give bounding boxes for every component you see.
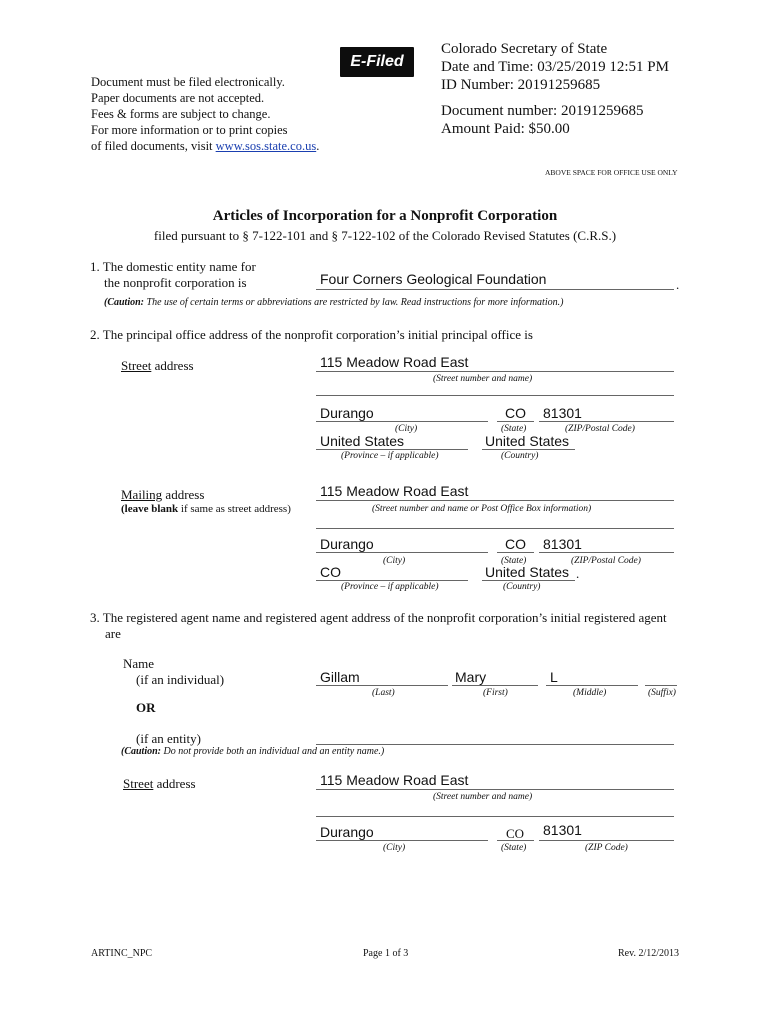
agent-street-label-rest: address — [153, 776, 196, 791]
mailing-country-field[interactable]: United States — [485, 564, 570, 580]
street-address-label — [121, 358, 194, 374]
agent-city-field[interactable]: Durango — [320, 824, 374, 840]
mailing-province-underline — [316, 580, 468, 581]
office-line: Colorado Secretary of State — [441, 41, 608, 57]
office-stamp — [441, 40, 669, 138]
document-number: Document number: 20191259685 — [441, 103, 644, 119]
agent-street2-underline — [316, 816, 674, 817]
office-use-note: ABOVE SPACE FOR OFFICE USE ONLY — [545, 168, 678, 177]
or-label: OR — [136, 700, 156, 715]
principal-street-field[interactable]: 115 Meadow Road East — [320, 354, 469, 370]
suffix-caption: (Suffix) — [648, 688, 676, 698]
section3-caution — [121, 746, 384, 757]
agent-street-label — [123, 776, 196, 792]
principal-city-underline — [316, 421, 488, 422]
office-line: Date and Time: 03/25/2019 12:51 PM — [441, 59, 669, 75]
entity-name-underline — [316, 289, 674, 290]
agent-first-underline — [452, 685, 538, 686]
agent-entity-underline — [316, 744, 674, 745]
agent-state-underline — [497, 840, 534, 841]
agent-name-label: Name — [123, 656, 155, 671]
notice-line: Document must be filed electronically. — [91, 75, 285, 89]
notice-line-text: of filed documents, visit — [91, 139, 216, 153]
entity-name-field[interactable]: Four Corners Geological Foundation — [320, 271, 547, 287]
notice-line: Paper documents are not accepted. — [91, 91, 265, 105]
agent-state-field[interactable]: CO — [506, 826, 525, 841]
caution-label: (Caution: — [104, 297, 145, 308]
mailing-address-label — [121, 487, 204, 503]
mailing-label-u: Mailing — [121, 487, 163, 502]
principal-zip-underline — [539, 421, 674, 422]
province-caption: (Province – if applicable) — [341, 451, 439, 461]
mailing-street-underline — [316, 500, 674, 501]
mailing-country-period: . — [576, 566, 580, 581]
agent-last-name-field[interactable]: Gillam — [320, 669, 360, 685]
first-caption: (First) — [483, 688, 508, 698]
street-label-u: Street — [121, 358, 152, 373]
agent-middle-name-field[interactable]: L — [550, 669, 558, 685]
principal-street-caption: (Street number and name) — [433, 374, 533, 384]
section2-label: 2. The principal office address of the nonprofit corporation’s initial principal office is — [90, 327, 533, 342]
mailing-street-caption: (Street number and name or Post Office Box information) — [372, 504, 592, 514]
principal-zip-field[interactable]: 81301 — [543, 405, 582, 421]
mailing-zip-underline — [539, 552, 674, 553]
mailing-note — [121, 503, 291, 515]
mailing-country-underline — [482, 580, 575, 581]
amount-paid: Amount Paid: $50.00 — [441, 121, 570, 137]
mailing-street2-underline — [316, 528, 674, 529]
section1-label: 1. The domestic entity name for — [90, 259, 256, 274]
agent-zip-underline — [539, 840, 674, 841]
agent-first-name-field[interactable]: Mary — [455, 669, 487, 685]
agent-street-field[interactable]: 115 Meadow Road East — [320, 772, 469, 788]
principal-state-underline — [497, 421, 534, 422]
mailing-state-underline — [497, 552, 534, 553]
principal-street2-underline — [316, 395, 674, 396]
principal-city-field[interactable]: Durango — [320, 405, 374, 421]
last-caption: (Last) — [372, 688, 395, 698]
section1-caution — [104, 297, 563, 308]
page-title: Articles of Incorporation for a Nonprofit Corporation — [212, 208, 558, 224]
mailing-street-field[interactable]: 115 Meadow Road East — [320, 483, 469, 499]
notice-line: For more information or to print copies — [91, 123, 288, 137]
page-number: Page 1 of 3 — [363, 948, 409, 959]
mailing-city-caption: (City) — [383, 556, 406, 566]
street-label-rest: address — [151, 358, 194, 373]
mailing-city-field[interactable]: Durango — [320, 536, 374, 552]
principal-province-field[interactable]: United States — [320, 433, 405, 449]
mailing-province-field[interactable]: CO — [320, 564, 341, 580]
middle-caption: (Middle) — [573, 688, 607, 698]
caution-text: Do not provide both an individual and an entity name.) — [161, 746, 385, 757]
notice-line: Fees & forms are subject to change. — [91, 107, 271, 121]
agent-street-underline — [316, 789, 674, 790]
agent-suffix-underline — [645, 685, 677, 686]
city-caption: (City) — [395, 424, 418, 434]
notice-line — [91, 138, 319, 154]
mailing-zip-caption: (ZIP/Postal Code) — [571, 556, 641, 566]
mailing-country-caption: (Country) — [503, 582, 541, 592]
agent-zip-field[interactable]: 81301 — [543, 822, 582, 838]
mailing-province-caption: (Province – if applicable) — [341, 582, 439, 592]
caution-label: (Caution: — [121, 746, 162, 757]
agent-entity-label: (if an entity) — [136, 731, 201, 746]
mailing-state-field[interactable]: CO — [505, 536, 526, 552]
mailing-state-caption: (State) — [501, 556, 527, 566]
agent-state-caption: (State) — [501, 843, 527, 853]
section3-label-cont: are — [105, 626, 121, 641]
principal-country-underline — [482, 449, 575, 450]
mailing-city-underline — [316, 552, 488, 553]
agent-city-underline — [316, 840, 488, 841]
agent-middle-underline — [546, 685, 638, 686]
agent-city-caption: (City) — [383, 843, 406, 853]
page-subtitle: filed pursuant to § 7-122-101 and § 7-122-102 of the Colorado Revised Statutes (C.R.S.) — [153, 228, 617, 243]
agent-individual-label: (if an individual) — [136, 672, 225, 687]
e-filed-logo: E-Filed — [340, 47, 414, 77]
mailing-note-rest: if same as street address) — [178, 503, 291, 515]
principal-state-field[interactable]: CO — [505, 405, 526, 421]
section3-label: 3. The registered agent name and registered agent address of the nonprofit corporation’s initial registered agent — [90, 610, 667, 625]
form-id: ARTINC_NPC — [91, 948, 153, 959]
caution-text: The use of certain terms or abbreviations are restricted by law. Read instructions for more information.) — [144, 297, 564, 308]
principal-street-underline — [316, 371, 674, 372]
state-caption: (State) — [501, 424, 527, 434]
agent-zip-caption: (ZIP Code) — [585, 843, 628, 853]
mailing-note-bold: (leave blank — [121, 503, 179, 515]
sos-website-link[interactable]: www.sos.state.co.us — [215, 139, 317, 153]
revision-date: Rev. 2/12/2013 — [618, 948, 680, 959]
agent-last-underline — [316, 685, 448, 686]
section1-label-cont: the nonprofit corporation is — [104, 275, 247, 290]
agent-street-label-u: Street — [123, 776, 154, 791]
principal-province-underline — [316, 449, 468, 450]
filing-notice — [91, 74, 319, 154]
notice-line-period: . — [316, 139, 320, 153]
agent-street-caption: (Street number and name) — [433, 792, 533, 802]
office-line: ID Number: 20191259685 — [441, 77, 601, 93]
principal-country-field[interactable]: United States — [485, 433, 570, 449]
zip-caption: (ZIP/Postal Code) — [565, 424, 635, 434]
entity-name-period: . — [676, 277, 680, 292]
mailing-label-rest: address — [162, 487, 205, 502]
mailing-zip-field[interactable]: 81301 — [543, 536, 582, 552]
country-caption: (Country) — [501, 451, 539, 461]
